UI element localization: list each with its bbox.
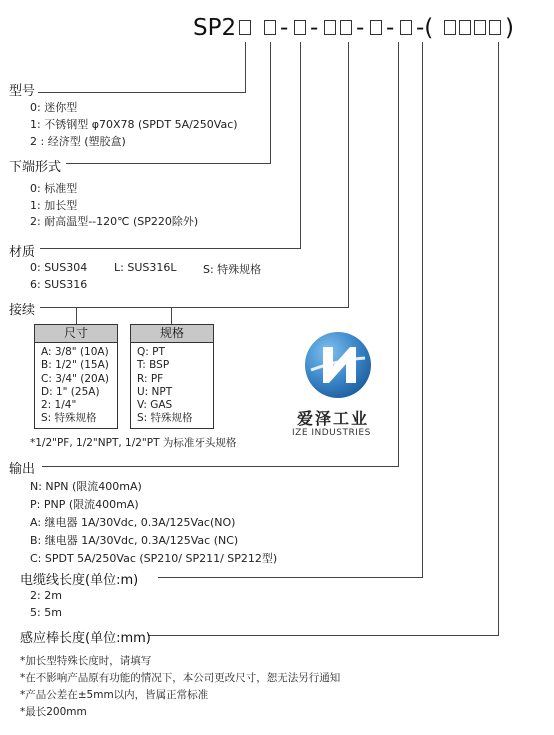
connector-connection-h: [40, 307, 349, 308]
code-prefix: SP2: [193, 15, 237, 41]
size-table: [34, 324, 118, 429]
connector-size-drop: [76, 307, 77, 324]
size-item: B: 1/2" (15A): [41, 359, 109, 372]
spec-item: Q: PT: [137, 346, 165, 358]
connector-model-h: [38, 92, 246, 93]
logo-emblem-icon: [303, 330, 373, 400]
section-material-title: 材质: [9, 245, 36, 260]
material-item: 6: SUS316: [30, 278, 88, 291]
spec-item: S: 特殊规格: [137, 412, 193, 425]
cable-item: 5: 5m: [30, 606, 62, 619]
bottom-item: 0: 标准型: [30, 182, 78, 195]
material-item: S: 特殊规格: [203, 263, 262, 276]
spec-item: V: GAS: [137, 399, 173, 412]
connection-note: *1/2"PF, 1/2"NPT, 1/2"PT 为标准牙头规格: [30, 437, 237, 449]
code-paren-close: ): [505, 15, 514, 41]
spec-item: U: NPT: [137, 385, 173, 398]
code-box-output: [370, 20, 382, 35]
footer-note: *加长型特殊长度时，请填写: [20, 655, 152, 667]
output-item: B: 继电器 1A/30Vdc, 0.3A/125Vac (NC): [30, 534, 239, 547]
cable-item: 2: 2m: [30, 589, 62, 602]
connector-model-v: [245, 42, 246, 92]
footer-note: *产品公差在±5mm以内，皆属正常标准: [20, 689, 209, 701]
connector-connection-v: [348, 42, 349, 307]
section-bottom-title: 下端形式: [9, 160, 62, 175]
connector-output-h: [42, 466, 399, 467]
spec-table-header: 规格: [131, 325, 213, 343]
code-box-cable: [400, 20, 412, 35]
size-item: A: 3/8" (10A): [41, 346, 109, 358]
connector-rod-v: [498, 42, 499, 635]
spec-item: R: PF: [137, 372, 164, 385]
code-paren-open: -(: [416, 15, 434, 41]
code-dash-1: -: [280, 15, 289, 41]
code-box-length-1: [444, 20, 456, 35]
connector-bottom-v: [270, 42, 271, 163]
section-model-title: 型号: [9, 84, 36, 99]
connector-material-h: [40, 248, 301, 249]
code-dash-2: -: [310, 15, 319, 41]
size-item: 2: 1/4": [41, 399, 77, 412]
code-box-model: [239, 20, 251, 35]
size-table-body: [35, 343, 117, 426]
size-table-header: 尺寸: [35, 325, 117, 343]
code-box-length-4: [489, 20, 501, 35]
spec-table-body: [131, 343, 213, 426]
output-item: P: PNP (限流400mA): [30, 498, 139, 511]
bottom-item: 1: 加长型: [30, 199, 78, 212]
connector-bottom-h: [66, 163, 271, 164]
model-item: 2 : 经济型 (塑胶盒): [30, 135, 126, 148]
section-rod-title: 感应棒长度(单位:mm): [20, 631, 151, 646]
output-item: A: 继电器 1A/30Vdc, 0.3A/125Vac(NO): [30, 516, 236, 529]
code-box-connection-2: [340, 20, 352, 35]
connector-material-v: [300, 42, 301, 248]
model-item: 1: 不锈钢型 φ70X78 (SPDT 5A/250Vac): [30, 118, 238, 131]
code-box-bottom: [264, 20, 276, 35]
logo-cn-name: 爱泽工业: [297, 409, 370, 428]
code-box-length-3: [474, 20, 486, 35]
connector-spec-drop: [171, 307, 172, 324]
spec-table: [130, 324, 214, 429]
spec-item: T: BSP: [137, 359, 170, 372]
code-box-length-2: [459, 20, 471, 35]
bottom-item: 2: 耐高温型--120℃ (SP220除外): [30, 215, 199, 228]
material-item: L: SUS316L: [114, 261, 177, 274]
code-dash-3: -: [356, 15, 365, 41]
connector-cable-h: [158, 577, 423, 578]
section-connection-title: 接续: [9, 303, 36, 318]
code-box-material: [294, 20, 306, 35]
output-item: N: NPN (限流400mA): [30, 480, 142, 493]
connector-cable-v: [422, 42, 423, 577]
material-item: 0: SUS304: [30, 261, 88, 274]
size-item: C: 3/4" (20A): [41, 372, 110, 385]
code-dash-4: -: [386, 15, 395, 41]
company-logo: [288, 330, 388, 442]
section-cable-title: 电缆线长度(单位:m): [20, 573, 139, 588]
output-item: C: SPDT 5A/250Vac (SP210/ SP211/ SP212型): [30, 552, 278, 565]
model-item: 0: 迷你型: [30, 101, 78, 114]
code-box-connection-1: [324, 20, 336, 35]
size-item: D: 1" (25A): [41, 385, 100, 398]
size-item: S: 特殊规格: [41, 412, 97, 425]
logo-en-name: IZE INDUSTRIES: [292, 428, 371, 438]
footer-note: *在不影响产品原有功能的情况下，本公司更改尺寸，恕无法另行通知: [20, 672, 341, 684]
section-output-title: 输出: [9, 462, 36, 477]
footer-note: *最长200mm: [20, 706, 87, 718]
connector-rod-h: [148, 635, 499, 636]
connector-output-v: [398, 42, 399, 466]
